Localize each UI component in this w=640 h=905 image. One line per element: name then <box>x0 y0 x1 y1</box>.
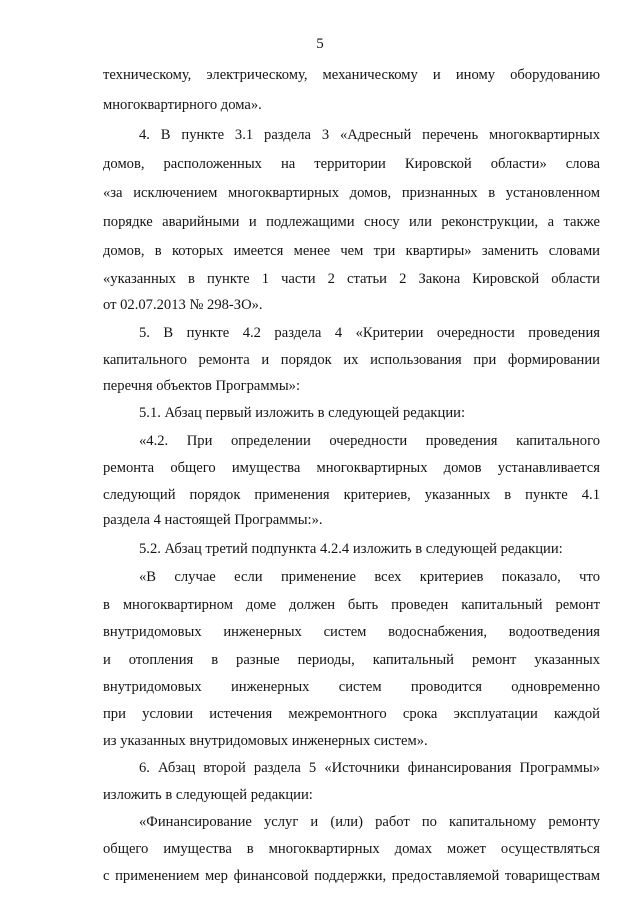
text-line: в многоквартирном доме должен быть проведен капитальный ремонт <box>103 597 600 613</box>
text-line: внутридомовых инженерных систем проводится одновременно <box>103 679 600 695</box>
text-line: домов, расположенных на территории Кировской области» слова <box>103 156 600 172</box>
text-line: следующий порядок применения критериев, указанных в пункте 4.1 <box>103 487 600 503</box>
text-line: с применением мер финансовой поддержки, предоставляемой товариществам <box>103 868 600 884</box>
text-line: «указанных в пункте 1 части 2 статьи 2 Закона Кировской области <box>103 271 600 287</box>
text-line: 5.1. Абзац первый изложить в следующей редакции: <box>139 405 466 421</box>
text-line: капитального ремонта и порядок их использования при формировании <box>103 352 600 368</box>
text-line: «за исключением многоквартирных домов, признанных в установленном <box>103 185 600 201</box>
text-line: и отопления в разные периоды, капитальный ремонт указанных <box>103 652 600 668</box>
text-line: раздела 4 настоящей Программы:». <box>103 512 323 528</box>
text-line: домов, в которых имеется менее чем три квартиры» заменить словами <box>103 243 600 259</box>
page-number: 5 <box>316 36 324 52</box>
text-line: перечня объектов Программы»: <box>103 378 301 394</box>
text-line: техническому, электрическому, механическому и иному оборудованию <box>103 67 600 83</box>
text-line: 5.2. Абзац третий подпункта 4.2.4 изложить в следующей редакции: <box>139 541 563 557</box>
text-line: «4.2. При определении очередности проведения капитального <box>139 433 600 449</box>
text-line: 6. Абзац второй раздела 5 «Источники финансирования Программы» <box>139 760 600 776</box>
text-line: 5. В пункте 4.2 раздела 4 «Критерии очередности проведения <box>139 325 600 341</box>
text-line: при условии истечения межремонтного срока эксплуатации каждой <box>103 706 600 722</box>
text-line: изложить в следующей редакции: <box>103 787 313 803</box>
text-line: 4. В пункте 3.1 раздела 3 «Адресный перечень многоквартирных <box>139 127 600 143</box>
text-line: из указанных внутридомовых инженерных систем». <box>103 733 428 749</box>
text-line: «Финансирование услуг и (или) работ по капитальному ремонту <box>139 814 600 830</box>
text-line: от 02.07.2013 № 298-ЗО». <box>103 297 263 313</box>
text-line: многоквартирного дома». <box>103 97 262 113</box>
text-line: порядке аварийными и подлежащими сносу или реконструкции, а также <box>103 214 600 230</box>
text-line: «В случае если применение всех критериев показало, что <box>139 569 600 585</box>
text-line: ремонта общего имущества многоквартирных домов устанавливается <box>103 460 600 476</box>
text-line: внутридомовых инженерных систем водоснабжения, водоотведения <box>103 624 600 640</box>
text-line: общего имущества в многоквартирных домах может осуществляться <box>103 841 600 857</box>
